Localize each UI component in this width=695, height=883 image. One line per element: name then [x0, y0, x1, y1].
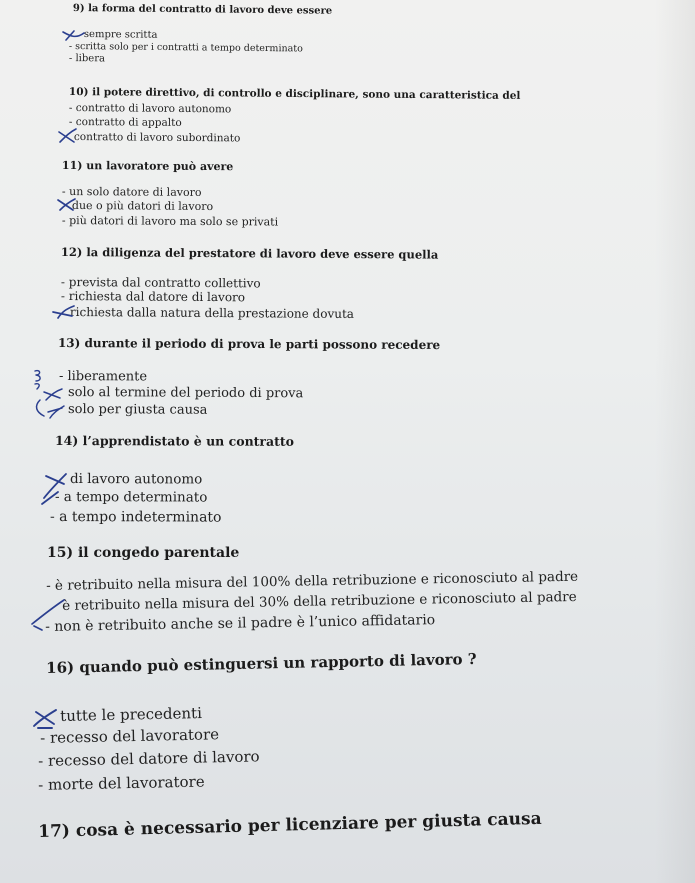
question-title: 10) il potere direttivo, di controllo e disciplinare, sono una caratteristica del	[68, 86, 521, 102]
answer-option: - morte del lavoratore	[38, 772, 205, 794]
answer-option: - contratto di appalto	[68, 116, 182, 129]
question-title: 13) durante il periodo di prova le parti possono recedere	[57, 336, 441, 353]
answer-check-mark	[30, 386, 68, 422]
answer-option: richiesta dalla natura della prestazione dovuta	[69, 305, 355, 321]
answer-check-mark	[56, 126, 82, 148]
question-title: 12) la diligenza del prestatore di lavoro deve essere quella	[60, 245, 439, 262]
question-title: 15) il congedo parentale	[47, 545, 240, 561]
question-title: 17) cosa è necessario per licenziare per giusta causa	[38, 808, 542, 842]
question-title: 9) la forma del contratto di lavoro deve essere	[72, 3, 333, 17]
answer-option: - richiesta dal datore di lavoro	[60, 289, 246, 305]
question-title: 14) l’apprendistato è un contratto	[54, 433, 295, 449]
answer-option: - è retribuito nella misura del 100% della retribuzione e riconosciuto al padre	[46, 568, 579, 594]
answer-option: - contratto di lavoro autonomo	[68, 102, 232, 116]
answer-option: - a tempo indeterminato	[49, 509, 222, 526]
answer-option: tutte le precedenti	[60, 704, 203, 725]
answer-option: solo al termine del periodo di prova	[67, 385, 304, 402]
answer-option: solo per giusta causa	[67, 402, 208, 418]
answer-option: di lavoro autonomo	[69, 471, 203, 488]
answer-option: - prevista dal contratto collettivo	[60, 275, 261, 291]
answer-option: - recesso del datore di lavoro	[38, 747, 260, 770]
answer-check-mark	[55, 196, 81, 216]
question-title: 16) quando può estinguersi un rapporto di lavoro ?	[46, 649, 477, 677]
answer-option: due o più datori di lavoro	[71, 199, 214, 213]
answer-option: è retribuito nella misura del 30% della retribuzione e riconosciuto al padre	[62, 589, 577, 614]
question-title: 11) un lavoratore può avere	[61, 159, 234, 174]
answer-check-mark	[50, 302, 80, 322]
answer-option: - scritta solo per i contratti a tempo determinato	[68, 41, 303, 55]
page-shadow	[655, 0, 695, 883]
answer-option: contratto di lavoro subordinato	[73, 131, 241, 145]
answer-option: - un solo datore di lavoro	[61, 185, 202, 199]
answer-option: - non è retribuito anche se il padre è l’unico affidatario	[45, 612, 436, 635]
answer-check-mark	[60, 28, 90, 48]
answer-check-mark	[38, 470, 72, 510]
answer-option: - a tempo determinato	[54, 489, 208, 506]
answer-option: sempre scritta	[83, 29, 158, 41]
answer-check-mark	[30, 706, 62, 732]
answer-option: - liberamente	[58, 369, 148, 385]
answer-option: - più datori di lavoro ma solo se privati	[61, 214, 279, 229]
answer-option: - libera	[68, 53, 106, 65]
answer-option: - recesso del lavoratore	[40, 725, 220, 747]
answer-check-mark	[28, 596, 68, 632]
